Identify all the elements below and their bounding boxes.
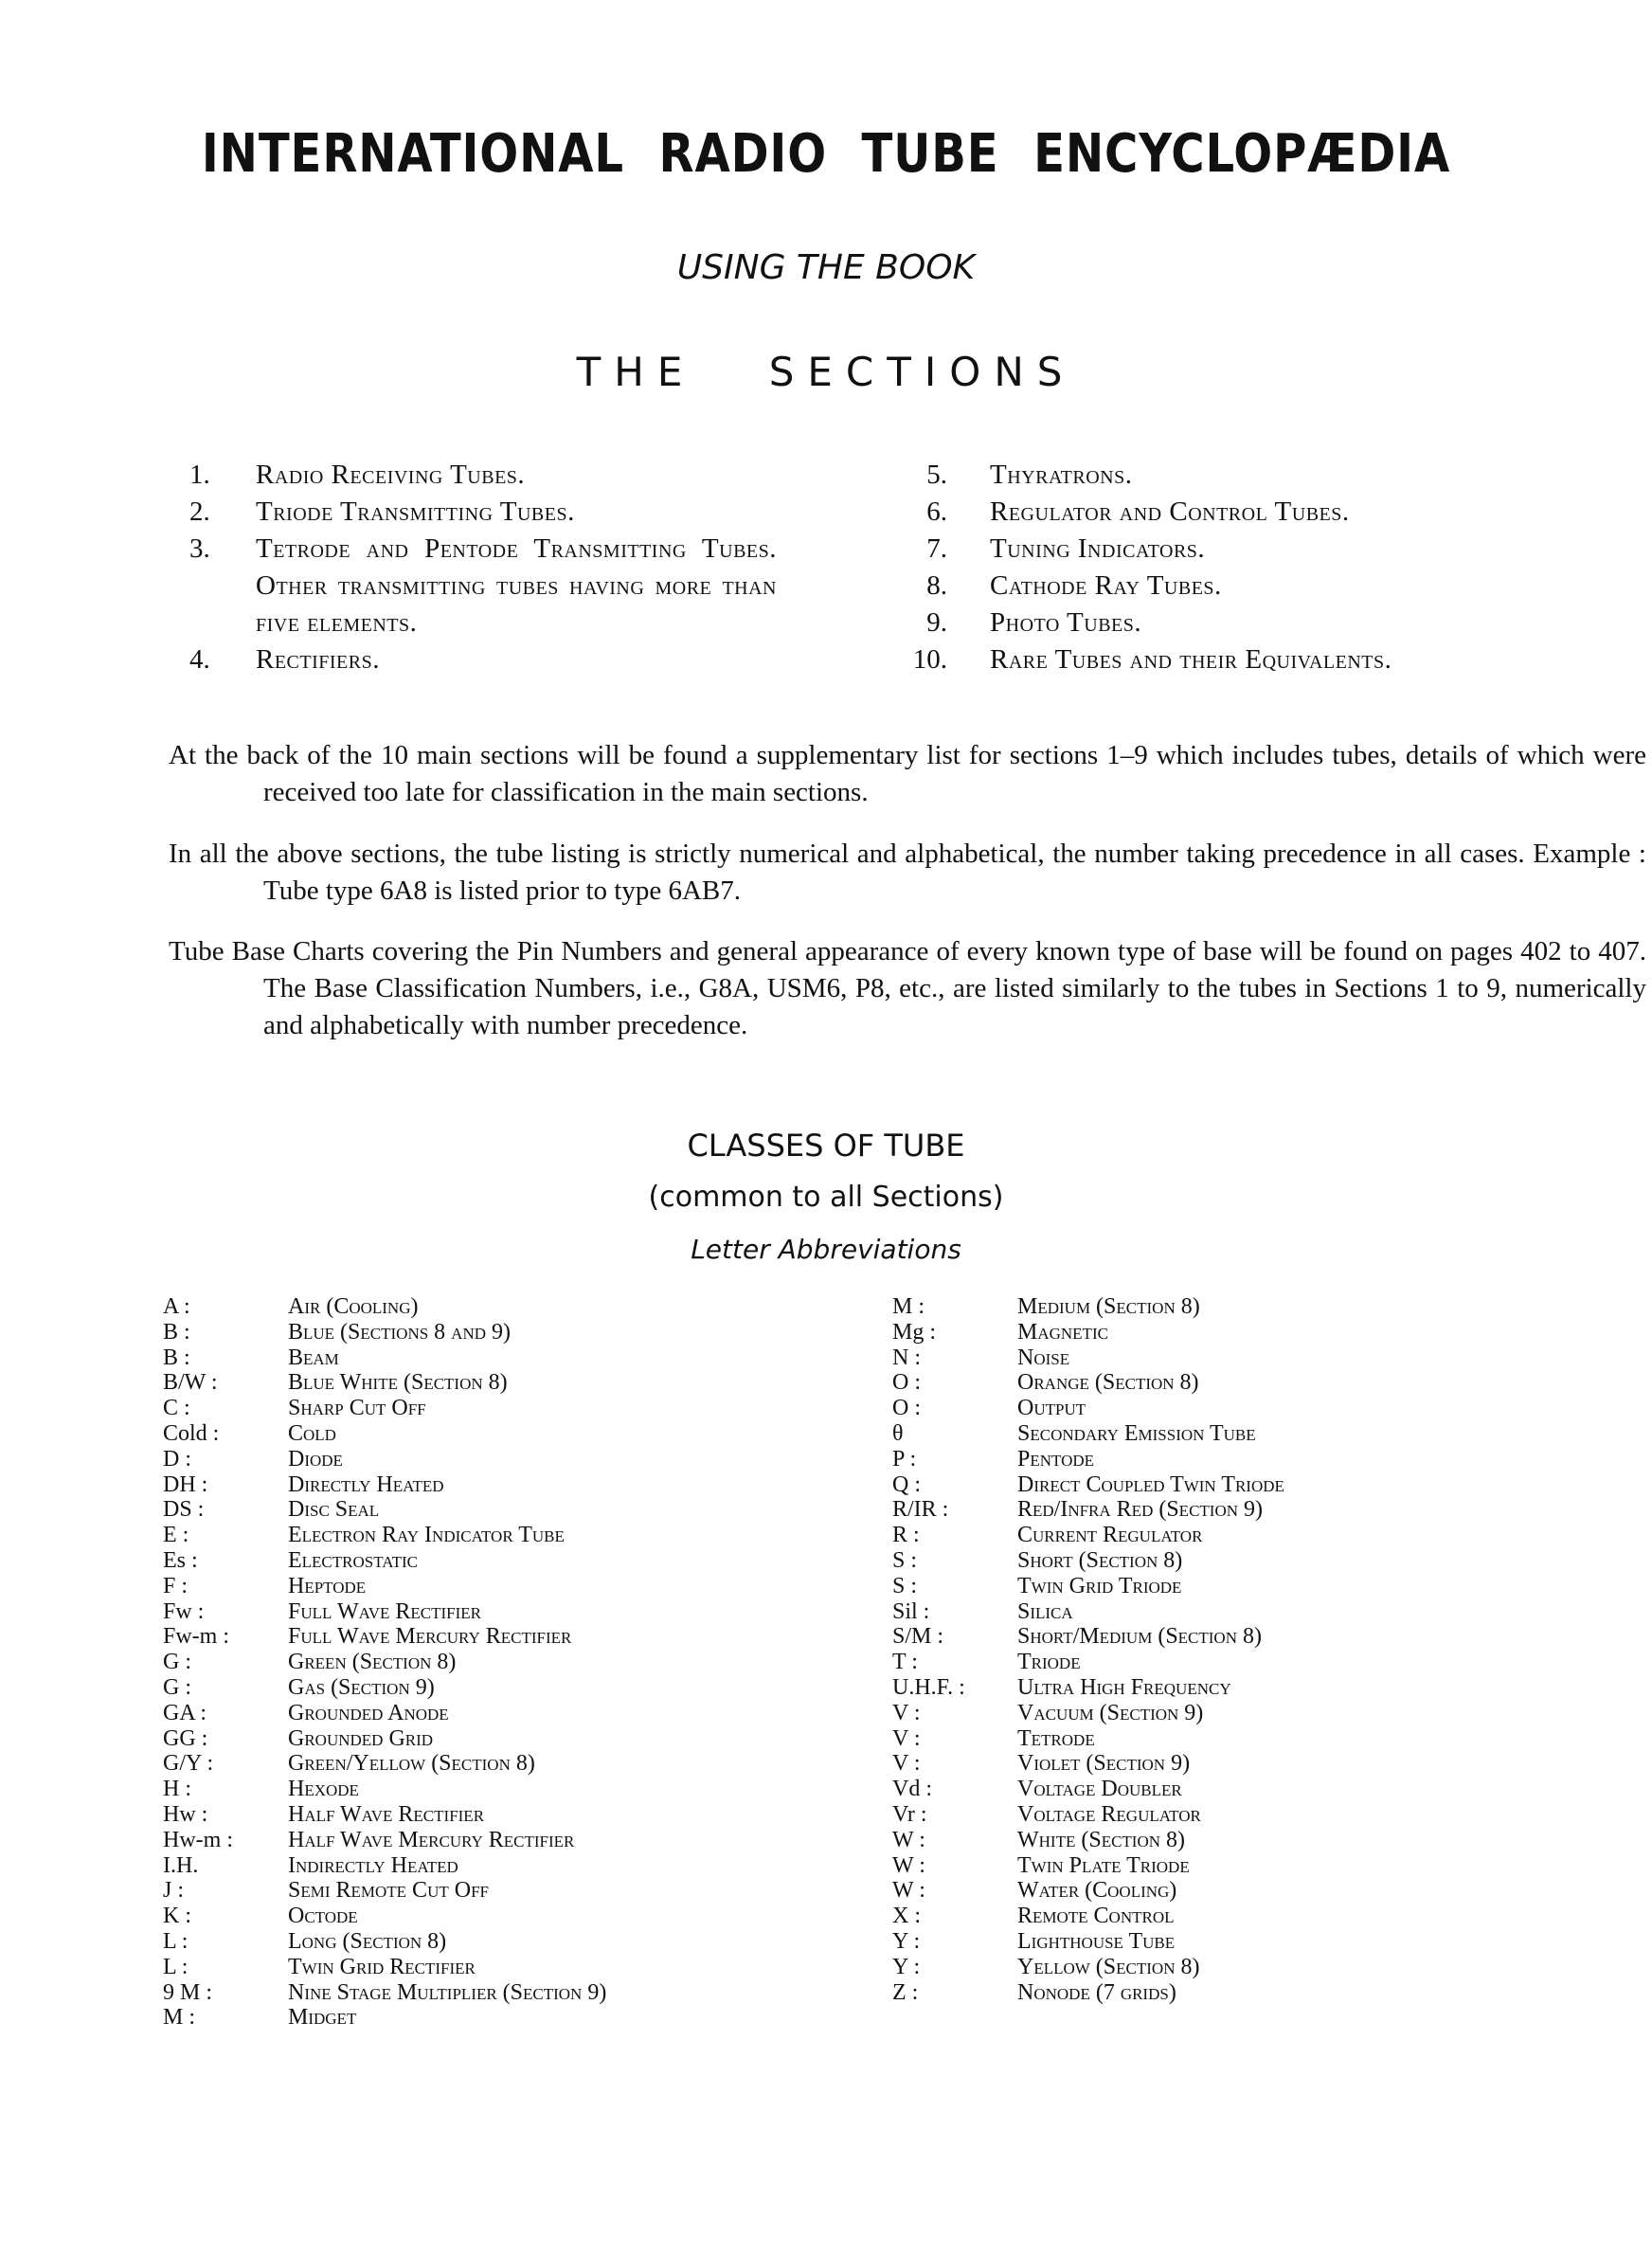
section-item (189, 531, 834, 641)
abbreviation-key: G/Y : (163, 1751, 214, 1777)
abbreviation-row (163, 1320, 883, 1345)
abbreviation-description: Magnetic (1017, 1319, 1108, 1345)
section-item (909, 457, 1572, 494)
paragraph-listing-order: In all the above sections, the tube listing is strictly numerical and alphabetical, the number taking precedence in all cases. Example : Tube type 6A8 is listed prior to type 6AB7. (169, 839, 1646, 906)
abbreviation-row (163, 1701, 883, 1726)
abbreviation-description: Secondary Emission Tube (1017, 1420, 1256, 1446)
abbreviation-row (892, 1447, 1555, 1472)
section-number: 4. (189, 644, 210, 675)
abbreviation-key: Y : (892, 1954, 921, 1979)
section-label: Rare Tubes and their Equivalents. (990, 644, 1392, 675)
abbreviation-row (892, 1777, 1555, 1802)
abbreviation-key: Hw : (163, 1801, 208, 1827)
section-number: 6. (926, 497, 947, 527)
abbreviation-description: Vacuum (Section 9) (1017, 1700, 1204, 1725)
abbreviation-key: R/IR : (892, 1497, 949, 1523)
section-number: 5. (926, 460, 947, 490)
abbreviation-key: S/M : (892, 1624, 944, 1650)
abbreviation-key: GA : (163, 1700, 207, 1725)
section-item (909, 494, 1572, 531)
abbreviation-description: Long (Section 8) (288, 1928, 447, 1954)
sections-list-left (189, 457, 834, 678)
abbreviation-description: Pentode (1017, 1446, 1095, 1472)
abbreviations-right-column (892, 1294, 1555, 2005)
abbreviation-row (163, 1624, 883, 1650)
section-label: Regulator and Control Tubes. (990, 497, 1350, 527)
abbreviation-description: Triode (1017, 1650, 1081, 1675)
abbreviation-row (892, 1675, 1555, 1701)
abbreviation-key: Cold : (163, 1420, 220, 1446)
abbreviation-key: J : (163, 1878, 185, 1904)
abbreviation-key: GG : (163, 1725, 208, 1751)
abbreviation-description: Silica (1017, 1598, 1073, 1624)
abbreviation-description: Grounded Anode (288, 1700, 449, 1725)
abbreviation-key: X : (892, 1904, 921, 1929)
abbreviation-description: Full Wave Mercury Rectifier (288, 1624, 572, 1650)
section-label: Photo Tubes. (990, 607, 1142, 638)
abbreviation-row (892, 1980, 1555, 2006)
abbreviation-row (163, 1294, 883, 1320)
abbreviation-row (892, 1421, 1555, 1447)
abbreviation-description: Electron Ray Indicator Tube (288, 1523, 565, 1548)
abbreviation-row (163, 1980, 883, 2006)
abbreviation-row (163, 1929, 883, 1955)
abbreviation-row (163, 1650, 883, 1675)
abbreviation-key: Mg : (892, 1319, 937, 1345)
abbreviation-row (892, 1929, 1555, 1955)
abbreviation-row (892, 1701, 1555, 1726)
abbreviation-row (163, 1574, 883, 1599)
abbreviation-key: M : (163, 2005, 196, 2031)
abbreviation-key: R : (892, 1523, 920, 1548)
abbreviation-key: T : (892, 1650, 918, 1675)
abbreviation-row (892, 1320, 1555, 1345)
abbreviation-description: Half Wave Rectifier (288, 1801, 485, 1827)
abbreviation-description: Sharp Cut Off (288, 1396, 426, 1421)
abbreviation-key: DH : (163, 1472, 208, 1497)
abbreviation-row (163, 1523, 883, 1548)
abbreviation-row (163, 1370, 883, 1396)
abbreviation-row (892, 1650, 1555, 1675)
abbreviation-key: L : (163, 1954, 189, 1979)
abbreviation-key: D : (163, 1446, 191, 1472)
abbreviation-key: O : (892, 1370, 921, 1396)
abbreviation-description: Blue White (Section 8) (288, 1370, 508, 1396)
section-number: 9. (926, 607, 947, 638)
abbreviation-description: Direct Coupled Twin Triode (1017, 1472, 1284, 1497)
abbreviation-key: G : (163, 1650, 191, 1675)
abbreviation-row (892, 1802, 1555, 1828)
section-label: Triode Transmitting Tubes. (256, 497, 575, 527)
abbreviation-key: W : (892, 1878, 925, 1904)
section-number: 10. (912, 644, 947, 675)
abbreviation-description: Directly Heated (288, 1472, 444, 1497)
classes-heading: CLASSES OF TUBE (687, 1128, 965, 1164)
abbreviation-description: Remote Control (1017, 1904, 1175, 1929)
abbreviation-key: I.H. (163, 1852, 199, 1878)
abbreviation-key: Hw-m : (163, 1827, 233, 1852)
section-item (909, 641, 1572, 678)
abbreviation-description: Red/Infra Red (Section 9) (1017, 1497, 1263, 1523)
abbreviation-row (163, 1345, 883, 1371)
abbreviation-description: Half Wave Mercury Rectifier (288, 1827, 575, 1852)
abbreviation-key: S : (892, 1573, 918, 1598)
abbreviation-row (163, 1828, 883, 1853)
abbreviation-description: Green/Yellow (Section 8) (288, 1751, 535, 1777)
abbreviation-row (892, 1904, 1555, 1929)
abbreviation-description: Twin Grid Rectifier (288, 1954, 476, 1979)
abbreviation-row (163, 1421, 883, 1447)
abbreviation-row (892, 1878, 1555, 1904)
abbreviation-key: V : (892, 1751, 921, 1777)
abbreviation-key: A : (163, 1294, 190, 1319)
abbreviation-key: Y : (892, 1928, 921, 1954)
abbreviation-description: White (Section 8) (1017, 1827, 1186, 1852)
classes-caption: Letter Abbreviations (691, 1234, 961, 1265)
abbreviation-description: Nine Stage Multiplier (Section 9) (288, 1979, 607, 2005)
abbreviation-description: Midget (288, 2005, 357, 2031)
abbreviation-key: N : (892, 1345, 921, 1370)
abbreviation-description: Current Regulator (1017, 1523, 1203, 1548)
section-label: Thyratrons. (990, 460, 1133, 490)
abbreviation-key: Vr : (892, 1801, 927, 1827)
abbreviation-key: H : (163, 1777, 191, 1802)
abbreviation-description: Medium (Section 8) (1017, 1294, 1200, 1319)
abbreviation-row (163, 1853, 883, 1879)
abbreviation-description: Violet (Section 9) (1017, 1751, 1191, 1777)
abbreviation-row (163, 1447, 883, 1472)
abbreviation-row (163, 1497, 883, 1523)
classes-subheading: (common to all Sections) (648, 1181, 1004, 1214)
abbreviation-row (892, 1345, 1555, 1371)
sections-heading: THE SECTIONS (576, 349, 1076, 395)
abbreviation-key: K : (163, 1904, 191, 1929)
abbreviation-row (892, 1853, 1555, 1879)
abbreviation-row (163, 1396, 883, 1421)
abbreviation-key: Es : (163, 1547, 198, 1573)
abbreviation-row (163, 1599, 883, 1625)
abbreviation-row (163, 1726, 883, 1752)
section-label: Tetrode and Pentode Transmitting Tubes. Other transmitting tubes having more than five elements. (256, 533, 777, 638)
abbreviation-row (892, 1599, 1555, 1625)
abbreviation-description: Nonode (7 grids) (1017, 1979, 1176, 2005)
abbreviation-row (163, 1675, 883, 1701)
abbreviation-description: Grounded Grid (288, 1725, 434, 1751)
abbreviation-key: Fw-m : (163, 1624, 230, 1650)
section-label: Cathode Ray Tubes. (990, 570, 1222, 601)
abbreviation-description: Full Wave Rectifier (288, 1598, 481, 1624)
abbreviation-row (892, 1396, 1555, 1421)
abbreviation-description: Cold (288, 1420, 336, 1446)
paragraph-base-charts: Tube Base Charts covering the Pin Numbers and general appearance of every known type of base will be found on pages 402 to 407. The Base Classification Numbers, i.e., G8A, USM6, P8, etc., are listed similarly to the tubes in Sections 1 to 9, numerically and alphabetically with number precedence. (169, 936, 1646, 1040)
paragraph-supplementary: At the back of the 10 main sections will be found a supplementary list for sections 1–9 which includes tubes, details of which were received too late for classification in the main sections. (169, 740, 1646, 807)
section-label: Radio Receiving Tubes. (256, 460, 526, 490)
section-number: 1. (189, 460, 210, 490)
abbreviation-description: Twin Grid Triode (1017, 1573, 1182, 1598)
abbreviation-key: M : (892, 1294, 925, 1319)
abbreviation-description: Orange (Section 8) (1017, 1370, 1199, 1396)
abbreviation-row (892, 1548, 1555, 1574)
abbreviation-key: V : (892, 1700, 921, 1725)
abbreviation-description: Yellow (Section 8) (1017, 1954, 1200, 1979)
page-subtitle: USING THE BOOK (676, 248, 976, 287)
abbreviation-row (892, 1726, 1555, 1752)
abbreviation-row (163, 1955, 883, 1980)
abbreviation-description: Indirectly Heated (288, 1852, 458, 1878)
abbreviation-row (163, 1904, 883, 1929)
abbreviation-row (163, 1548, 883, 1574)
section-item (909, 605, 1572, 641)
section-item (909, 568, 1572, 605)
abbreviation-key: Fw : (163, 1598, 205, 1624)
abbreviation-key: P : (892, 1446, 917, 1472)
abbreviation-description: Tetrode (1017, 1725, 1095, 1751)
abbreviation-row (163, 2005, 883, 2031)
abbreviation-key: Vd : (892, 1777, 932, 1802)
abbreviation-key: E : (163, 1523, 189, 1548)
abbreviation-description: Beam (288, 1345, 339, 1370)
section-number: 7. (926, 533, 947, 564)
abbreviation-key: G : (163, 1674, 191, 1700)
abbreviation-key: W : (892, 1852, 925, 1878)
abbreviation-key: S : (892, 1547, 918, 1573)
abbreviation-description: Blue (Sections 8 and 9) (288, 1319, 511, 1345)
section-number: 3. (189, 533, 210, 564)
abbreviation-key: C : (163, 1396, 190, 1421)
abbreviation-key: Q : (892, 1472, 921, 1497)
abbreviation-description: Octode (288, 1904, 358, 1929)
abbreviation-row (892, 1751, 1555, 1777)
abbreviation-description: Voltage Regulator (1017, 1801, 1201, 1827)
abbreviation-description: Ultra High Frequency (1017, 1674, 1231, 1700)
abbreviation-description: Diode (288, 1446, 343, 1472)
abbreviation-key: B : (163, 1345, 190, 1370)
abbreviation-key: U.H.F. : (892, 1674, 965, 1700)
section-label: Rectifiers. (256, 644, 380, 675)
abbreviation-description: Green (Section 8) (288, 1650, 457, 1675)
section-item (909, 531, 1572, 568)
abbreviation-key: O : (892, 1396, 921, 1421)
abbreviation-row (892, 1624, 1555, 1650)
abbreviation-description: Short (Section 8) (1017, 1547, 1183, 1573)
abbreviation-row (163, 1472, 883, 1498)
section-item (189, 641, 834, 678)
abbreviation-description: Noise (1017, 1345, 1070, 1370)
abbreviation-row (892, 1523, 1555, 1548)
abbreviation-key: B : (163, 1319, 190, 1345)
abbreviation-description: Disc Seal (288, 1497, 380, 1523)
abbreviation-description: Semi Remote Cut Off (288, 1878, 489, 1904)
abbreviation-key: θ (892, 1420, 904, 1446)
abbreviation-row (892, 1828, 1555, 1853)
abbreviation-key: 9 M : (163, 1979, 213, 2005)
abbreviation-description: Output (1017, 1396, 1086, 1421)
section-label: Tuning Indicators. (990, 533, 1206, 564)
abbreviation-description: Heptode (288, 1573, 367, 1598)
abbreviation-key: L : (163, 1928, 189, 1954)
abbreviation-row (892, 1370, 1555, 1396)
abbreviation-key: Z : (892, 1979, 919, 2005)
section-item (189, 457, 834, 494)
abbreviation-key: W : (892, 1827, 925, 1852)
abbreviation-row (163, 1802, 883, 1828)
abbreviations-left-column (163, 1294, 883, 2031)
section-number: 2. (189, 497, 210, 527)
abbreviation-description: Water (Cooling) (1017, 1878, 1177, 1904)
abbreviation-row (163, 1751, 883, 1777)
page-title: INTERNATIONAL RADIO TUBE ENCYCLOPÆDIA (201, 123, 1451, 185)
abbreviation-key: B/W : (163, 1370, 218, 1396)
section-number: 8. (926, 570, 947, 601)
abbreviation-description: Voltage Doubler (1017, 1777, 1182, 1802)
abbreviation-description: Short/Medium (Section 8) (1017, 1624, 1262, 1650)
abbreviation-key: F : (163, 1573, 189, 1598)
abbreviation-description: Lighthouse Tube (1017, 1928, 1176, 1954)
abbreviation-row (892, 1497, 1555, 1523)
abbreviation-row (892, 1574, 1555, 1599)
abbreviation-row (163, 1777, 883, 1802)
abbreviation-row (163, 1878, 883, 1904)
abbreviation-description: Gas (Section 9) (288, 1674, 435, 1700)
abbreviation-key: Sil : (892, 1598, 930, 1624)
abbreviation-description: Twin Plate Triode (1017, 1852, 1190, 1878)
section-item (189, 494, 834, 531)
abbreviation-description: Electrostatic (288, 1547, 419, 1573)
abbreviation-key: DS : (163, 1497, 205, 1523)
abbreviation-row (892, 1294, 1555, 1320)
abbreviation-description: Hexode (288, 1777, 359, 1802)
abbreviation-description: Air (Cooling) (288, 1294, 419, 1319)
abbreviation-row (892, 1955, 1555, 1980)
abbreviation-key: V : (892, 1725, 921, 1751)
sections-list-right (909, 457, 1572, 678)
abbreviation-row (892, 1472, 1555, 1498)
